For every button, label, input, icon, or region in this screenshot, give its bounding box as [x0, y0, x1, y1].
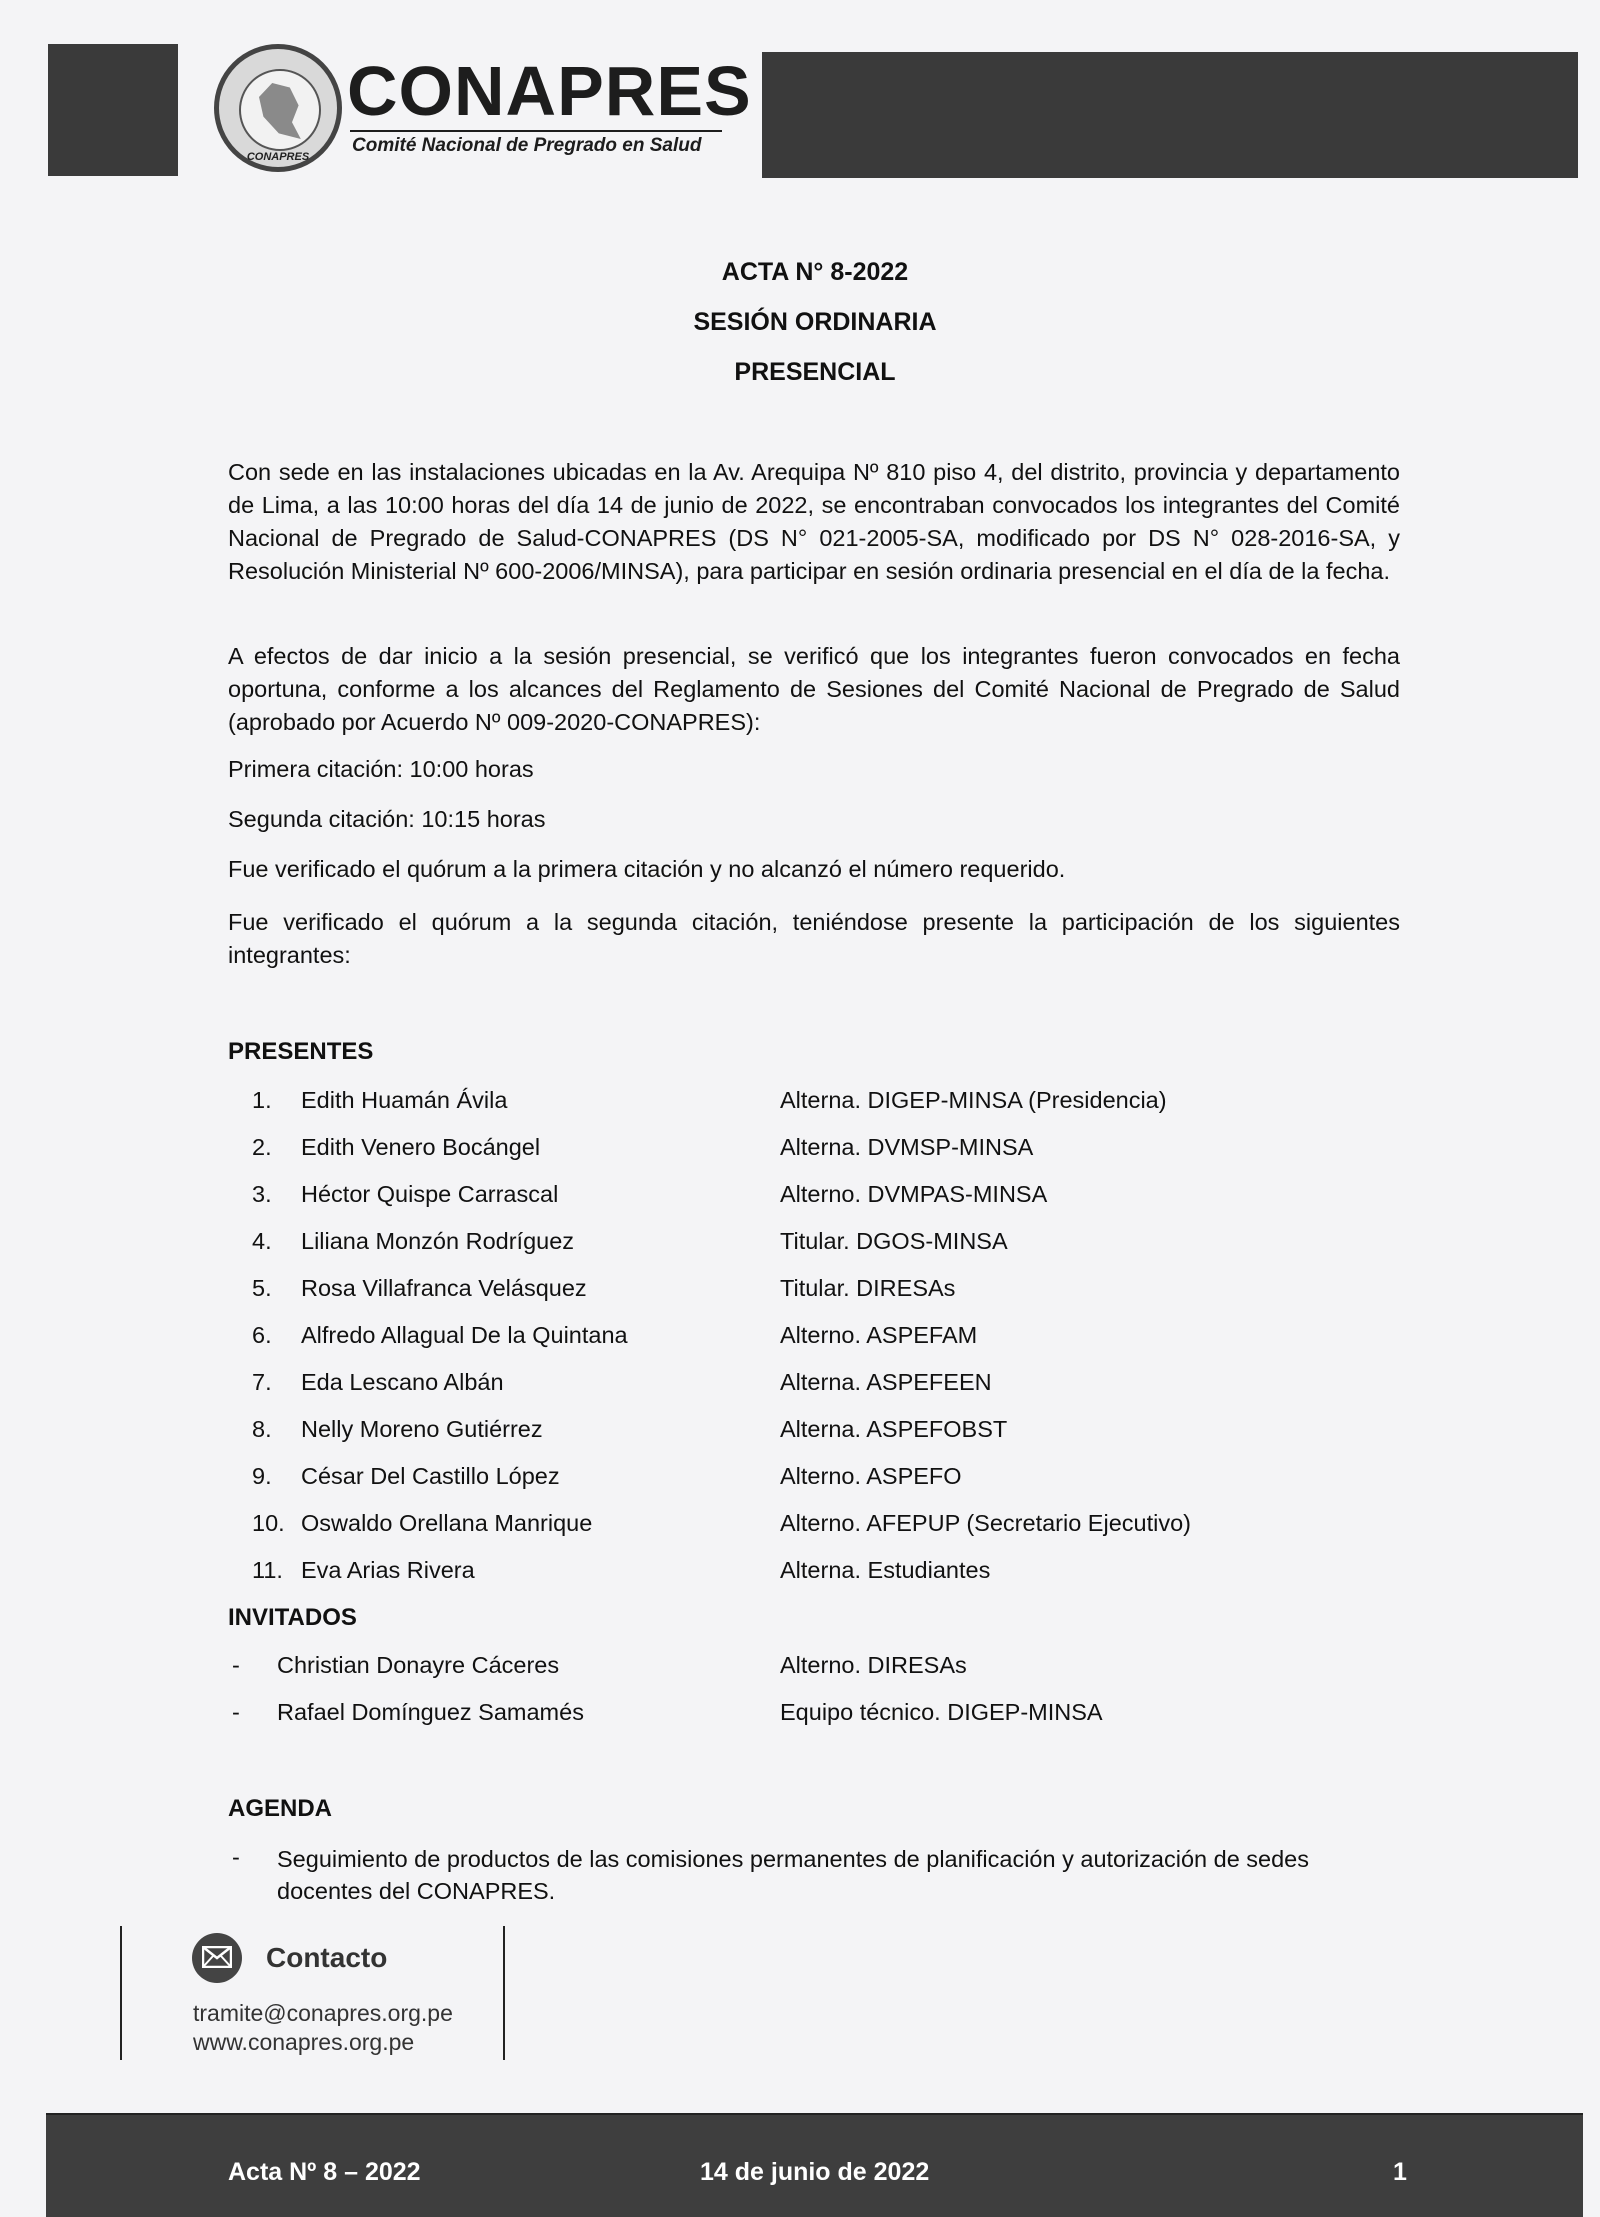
procedure-paragraph: A efectos de dar inicio a la sesión presencial, se verificó que los integrantes fueron convocados en fecha oportuna, conforme a los alcances del Reglamento de Sesiones del Comité Nacional de Pregrado de Salud (aprobado por Acuerdo Nº 009-2020-CONAPRES):	[228, 643, 1400, 735]
member-name: Oswaldo Orellana Manrique	[301, 1510, 593, 1536]
bullet-dash: -	[232, 1652, 240, 1678]
row-number: 5.	[252, 1275, 272, 1301]
header-dark-block-right	[762, 52, 1578, 178]
first-citation: Primera citación: 10:00 horas	[228, 756, 534, 782]
row-number: 8.	[252, 1416, 272, 1442]
row-number: 7.	[252, 1369, 272, 1395]
quorum-first: Fue verificado el quórum a la primera citación y no alcanzó el número requerido.	[228, 856, 1066, 882]
member-role: Alterno. DVMPAS-MINSA	[780, 1181, 1048, 1207]
footer-acta-number: Acta Nº 8 – 2022	[228, 2158, 421, 2186]
guest-role: Alterno. DIRESAs	[780, 1652, 967, 1678]
row-number: 3.	[252, 1181, 272, 1207]
member-name: Edith Huamán Ávila	[301, 1087, 508, 1113]
member-name: Eda Lescano Albán	[301, 1369, 504, 1395]
row-number: 11.	[252, 1557, 283, 1583]
member-name: Rosa Villafranca Velásquez	[301, 1275, 587, 1301]
agenda-heading: AGENDA	[228, 1795, 333, 1822]
intro-paragraph: Con sede en las instalaciones ubicadas en la Av. Arequipa Nº 810 piso 4, del distrito, provincia y departamento de Lima, a las 10:00 horas del día 14 de junio de 2022, se encontraban convocados los integrantes del Comité Nacional de Pregrado de Salud-CONAPRES (DS N° 021-2005-SA, modificado por DS N° 028-2016-SA, y Resolución Ministerial Nº 600-2006/MINSA), para participar en sesión ordinaria presencial en el día de la fecha.	[228, 459, 1400, 584]
footer-page-number: 1	[1393, 2158, 1407, 2186]
guest-name: Rafael Domínguez Samamés	[277, 1699, 584, 1725]
seal-text: CONAPRES	[246, 151, 310, 163]
presente-row	[0, 1416, 1600, 1450]
member-role: Alterna. Estudiantes	[780, 1557, 991, 1583]
presente-row	[0, 1463, 1600, 1497]
member-role: Titular. DGOS-MINSA	[780, 1228, 1008, 1254]
member-name: César Del Castillo López	[301, 1463, 560, 1489]
row-number: 4.	[252, 1228, 272, 1254]
member-role: Alterna. ASPEFEEN	[780, 1369, 992, 1395]
presente-row	[0, 1087, 1600, 1121]
second-citation: Segunda citación: 10:15 horas	[228, 806, 546, 832]
footer-date: 14 de junio de 2022	[700, 2158, 930, 2186]
member-role: Alterno. AFEPUP (Secretario Ejecutivo)	[780, 1510, 1191, 1536]
session-type: SESIÓN ORDINARIA	[693, 308, 937, 336]
bullet-dash: -	[232, 1844, 240, 1870]
invitado-row	[0, 1699, 1600, 1733]
guest-name: Christian Donayre Cáceres	[277, 1652, 560, 1678]
presente-row	[0, 1181, 1600, 1215]
member-role: Alterna. ASPEFOBST	[780, 1416, 1008, 1442]
brand-name: CONAPRES	[347, 52, 752, 130]
member-name: Eva Arias Rivera	[301, 1557, 475, 1583]
presente-row	[0, 1369, 1600, 1403]
member-role: Alterno. ASPEFAM	[780, 1322, 978, 1348]
invitado-row	[0, 1652, 1600, 1686]
presente-row	[0, 1275, 1600, 1309]
member-name: Edith Venero Bocángel	[301, 1134, 541, 1160]
member-name: Liliana Monzón Rodríguez	[301, 1228, 575, 1254]
contact-website[interactable]: www.conapres.org.pe	[193, 2029, 415, 2055]
quorum-second: Fue verificado el quórum a la segunda citación, teniéndose presente la participación de los siguientes integrantes:	[228, 909, 1400, 968]
row-number: 6.	[252, 1322, 272, 1348]
member-role: Alterna. DVMSP-MINSA	[780, 1134, 1034, 1160]
conapres-seal-logo	[214, 44, 342, 172]
row-number: 1.	[252, 1087, 272, 1113]
member-role: Titular. DIRESAs	[780, 1275, 956, 1301]
header-dark-block-left	[48, 44, 178, 176]
row-number: 9.	[252, 1463, 272, 1489]
presente-row	[0, 1510, 1600, 1544]
session-mode: PRESENCIAL	[734, 358, 896, 386]
guest-role: Equipo técnico. DIGEP-MINSA	[780, 1699, 1103, 1725]
presente-row	[0, 1322, 1600, 1356]
document-title: ACTA N° 8-2022	[721, 258, 909, 286]
presentes-heading: PRESENTES	[228, 1038, 374, 1065]
member-name: Nelly Moreno Gutiérrez	[301, 1416, 543, 1442]
contact-title: Contacto	[266, 1942, 388, 1973]
presente-row	[0, 1557, 1600, 1591]
agenda-item: Seguimiento de productos de las comisiones permanentes de planificación y autorización de sedes docentes del CONAPRES.	[277, 1846, 1310, 1904]
invitados-heading: INVITADOS	[228, 1604, 357, 1631]
brand-underline	[350, 130, 722, 132]
contact-divider-left	[120, 1926, 122, 2060]
row-number: 10.	[252, 1510, 285, 1536]
member-role: Alterna. DIGEP-MINSA (Presidencia)	[780, 1087, 1167, 1113]
row-number: 2.	[252, 1134, 272, 1160]
mail-icon	[192, 1933, 242, 1983]
brand-subtitle: Comité Nacional de Pregrado en Salud	[352, 135, 702, 156]
bullet-dash: -	[232, 1699, 240, 1725]
presente-row	[0, 1228, 1600, 1262]
contact-divider-right	[503, 1926, 505, 2060]
member-name: Alfredo Allagual De la Quintana	[301, 1322, 628, 1348]
member-role: Alterno. ASPEFO	[780, 1463, 962, 1489]
presente-row	[0, 1134, 1600, 1168]
contact-email[interactable]: tramite@conapres.org.pe	[193, 2000, 453, 2026]
member-name: Héctor Quispe Carrascal	[301, 1181, 559, 1207]
